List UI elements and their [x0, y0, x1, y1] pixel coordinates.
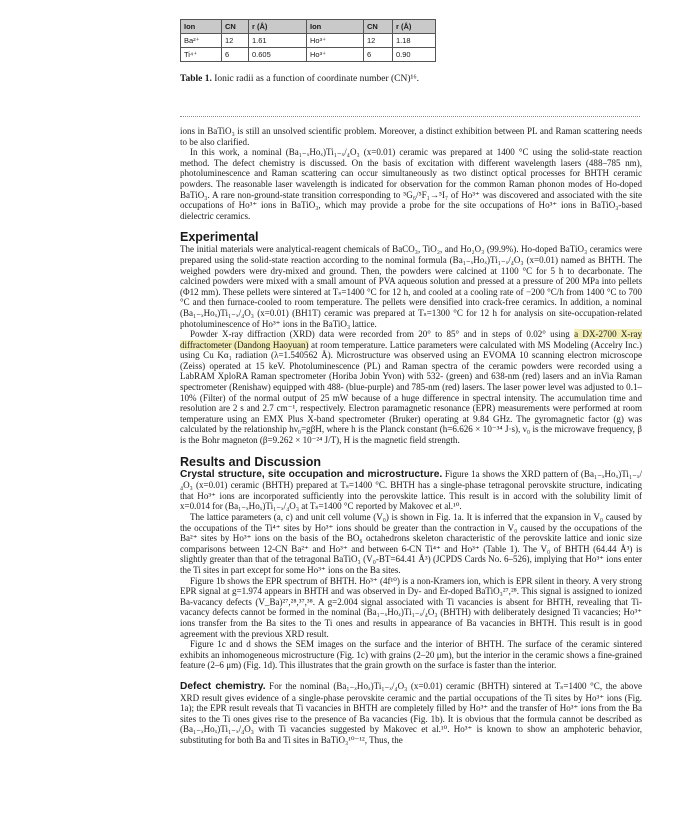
table-cell: Ho³⁺: [307, 48, 364, 62]
subsection-heading: Crystal structure, site occupation and microstructure.: [180, 468, 443, 480]
paragraph: [180, 329, 642, 446]
table-header-cell: r (Å): [393, 20, 436, 34]
table-cell: Ti⁴⁺: [181, 48, 222, 62]
paragraph-text: at room temperature. Lattice parameters were calculated with MS Modeling (Accelry Inc.) using Cu Kα₁ radiation (λ=1.540562 Å). Microstructure was observed using an EVOMA 10 scanning electron microscope (Zeiss) operated at 15 keV. Photoluminescence (PL) and Raman spectra of the ceramic powders were recorded using a LabRAM XploRA Raman spectrometer (Horiba Jobin Yvon) with 532- (green) and 638-nm (red) lasers and an inVia Raman spectrometer (Renishaw) equipped with 488- (blue-purple) and 785-nm (red) lasers. The laser power level was adjusted to 0.1–10% (Filter) of the normal output of 25 mW because of a huge difference in spectral intensity. The accumulation time and resolution are 2 s and 2.7 cm⁻¹, respectively. Electron paramagnetic resonance (EPR) measurements were performed at room temperature using an EMX Plus X-band spectrometer (Bruker) operating at 9.84 GHz. The gyromagnetic factor (g) was calculated by the relationship hν₀=gβH, where h is the Planck constant (h=6.626 × 10⁻³⁴ J·s), ν₀ is the microwave frequency, β is the Bohr magneton (β=9.262 × 10⁻²⁴ J/T), H is the magnetic field strength.: [180, 339, 642, 446]
highlighted-text[interactable]: a DX-2700 X-ray diffractometer (Dandong Haoyuan): [180, 329, 642, 350]
paragraph: The lattice parameters (a, c) and unit cell volume (V₀) is shown in Fig. 1a. It is inferred that the expansion in V₀ caused by the occupations of the Ti⁴⁺ sites by Ho³⁺ ions should be greater than the contraction in V₀ caused by the occupations of the Ba²⁺ sites by Ho³⁺ ions on the basis of the BO₆ octahedrons skeleton characteristic of the perovskite lattice and ionic size comparisons between 12-CN Ba²⁺ and Ho³⁺ and between 6-CN Ti⁴⁺ and Ho³⁺ (Table 1). The V₀ of BHTH (64.44 Å³) is slightly greater than that of the tetragonal BaTiO₃ (V₀-BT=64.41 Å³) (JCPDS Cards No. 6–526), implying that Ho³⁺ ions enter the Ti sites in part except for some Ho³⁺ ions on the Ba sites.: [180, 512, 642, 575]
section-divider: [180, 116, 640, 117]
section-heading-experimental: Experimental: [180, 230, 259, 245]
table-cell: 1.61: [249, 34, 307, 48]
table-header-row: [181, 20, 436, 34]
table-header-cell: Ion: [181, 20, 222, 34]
article-body: [180, 126, 642, 745]
table-cell: 0.90: [393, 48, 436, 62]
caption-text: Ionic radii as a function of coordinate number (CN)¹⁶.: [214, 74, 420, 84]
paragraph: Figure 1c and d shows the SEM images on the surface and the interior of BHTH. The surface of the ceramic sintered exhibits an inhomogeneous microstructure (Fig. 1c) with grains (2–20 μm), but the interior in the ceramic shows a fine-grained feature (2–6 μm) (Fig. 1d). This illustrates that the grain growth on the surface is faster than the interior.: [180, 639, 642, 671]
table-cell: 12: [364, 34, 393, 48]
table-row: [181, 34, 436, 48]
paragraph-text: For the nominal (Ba₁₋ₓHoₓ)Ti₁₋ₓ/₄O₃ (x=0.01) ceramic (BHTH) sintered at Tₛ=1400 °C, the above XRD result gives evidence of a single-phase perovskite ceramic and the partial occupations of the Ti sites by Ho³⁺ ions (Fig. 1a); the EPR result reveals that Ti vacancies in BHTH are completely filled by Ho³⁺ and the transfer of Ho³⁺ ions from the Ba sites to the Ti ones gives rise to the presence of Ba vacancies (Fig. 1b). It is obvious that the formula cannot be described as (Ba₁₋ₓHoₓ)Ti₁₋ₓ/₄O₃ with Ti vacancies suggested by Makovec et al.¹⁰. Ho³⁺ is known to show an amphoteric behavior, substituting for both Ba and Ti sites in BaTiO₃¹⁰⁻¹², Thus, the: [180, 680, 642, 745]
paragraph: [180, 469, 642, 512]
paragraph: ions in BaTiO₃ is still an unsolved scientific problem. Moreover, a distinct exhibition between PL and Raman scattering needs to be also clarified.: [180, 126, 642, 147]
ionic-radii-table: [180, 19, 436, 62]
table-cell: Ba²⁺: [181, 34, 222, 48]
table-caption: [180, 74, 419, 84]
table-header-cell: CN: [222, 20, 249, 34]
paragraph: Figure 1b shows the EPR spectrum of BHTH. Ho³⁺ (4f¹⁰) is a non-Kramers ion, which is EPR silent in theory. A very strong EPR signal at g=1.974 appears in BHTH and was observed in Dy- and Er-doped BaTiO₃²⁷,²⁸. This signal is assigned to ionized Ba-vacancy defects (V_Ba)²⁷,²⁸,³⁷,³⁸. A g=2.004 signal associated with Ti vacancies is absent for BHTH, revealing that Ti-vacancy defects cannot be formed in the nominal (Ba₁₋ₓHoₓ)Ti₁₋ₓ/₄O₃ (BHTH) with deliberately designed Ti vacancies; Ho³⁺ ions transfer from the Ba sites to the Ti ones and results in appearance of Ba vacancies in BHTH. This result is in good agreement with the previous XRD result.: [180, 575, 642, 639]
table-cell: 6: [364, 48, 393, 62]
table-cell: 6: [222, 48, 249, 62]
table-cell: 0.605: [249, 48, 307, 62]
caption-label: Table 1.: [180, 74, 212, 84]
table-cell: 12: [222, 34, 249, 48]
table-row: [181, 48, 436, 62]
paragraph: [180, 681, 642, 746]
table-cell: 1.18: [393, 34, 436, 48]
paragraph-text: Figure 1a shows the XRD pattern of (Ba₁₋ₓHoₓ)Ti₁₋ₓ/₄O₃ (x=0.01) ceramic (BHTH) prepared at Tₛ=1400 °C. BHTH has a single-phase tetragonal perovskite structure, indicating that Ho³⁺ ions are incorporated sufficiently into the perovskite lattice. This result is in accord with the solubility limit of x=0.014 for (Ba₁₋ₓHoₓ)Ti₁₋ₓ/₄O₃ at Tₛ=1400 °C reported by Makovec et al.¹⁰.: [180, 468, 642, 512]
section-heading-results: Results and Discussion: [180, 454, 322, 469]
table-header-cell: CN: [364, 20, 393, 34]
paragraph-text: Powder X-ray diffraction (XRD) data were recorded from 20° to 85° and in steps of 0.02° using: [190, 329, 575, 340]
paragraph: The initial materials were analytical-reagent chemicals of BaCO₃, TiO₂, and Ho₂O₃ (99.9%). Ho-doped BaTiO₃ ceramics were prepared using the solid-state reaction according to the nominal formula (Ba₁₋ₓHoₓ)Ti₁₋ₓ/₄O₃ (x=0.01) named as BHTH. The weighed powders were dry-mixed and ground. Then, the powders were calcined at 1100 °C for 5 h to decarbonate. The calcined powders were mixed with a small amount of PVA aqueous solution and pressed at a pressure of 200 MPa into pellets (Φ12 mm). These pellets were sintered at Tₛ=1400 °C for 12 h, and cooled at a cooling rate of −200 °C/h from 1400 °C to 700 °C and then furnace-cooled to room temperature. The pellets were densified into crack-free ceramics. In addition, a nominal (Ba₁₋ₓHoₓ)Ti₁₋ₓ/₄O₃ (x=0.01) (BH1T) ceramic was prepared at Tₛ=1300 °C for 12 h for analysis on site-occupation-related photoluminescence of Ho³⁺ ions in the BaTiO₃ lattice.: [180, 244, 642, 329]
table-header-cell: Ion: [307, 20, 364, 34]
table-cell: Ho³⁺: [307, 34, 364, 48]
table-header-cell: r (Å): [249, 20, 307, 34]
paragraph: In this work, a nominal (Ba₁₋ₓHoₓ)Ti₁₋ₓ/₄O₃ (x=0.01) ceramic was prepared at 1400 °C using the solid-state reaction method. The defect chemistry is discussed. On the basis of excitation with different wavelength lasers (488–785 nm), photoluminescence and Raman scattering can occur simultaneously as two distinct optical processes for BHTH ceramic powders. The reasonable laser wavelength is indicated for observation for the common Raman phonon modes of Ho-doped BaTiO₃. A rare non-ground-state transition corresponding to ⁵G₆/⁵F₁→⁵I₇ of Ho³⁺ was discovered and associated with the site occupations of Ho³⁺ ions in BaTiO₃, which may provide a probe for the site occupations of Ho³⁺ ions in BaTiO₃-based dielectric ceramics.: [180, 147, 642, 221]
subsection-heading: Defect chemistry.: [180, 680, 266, 692]
